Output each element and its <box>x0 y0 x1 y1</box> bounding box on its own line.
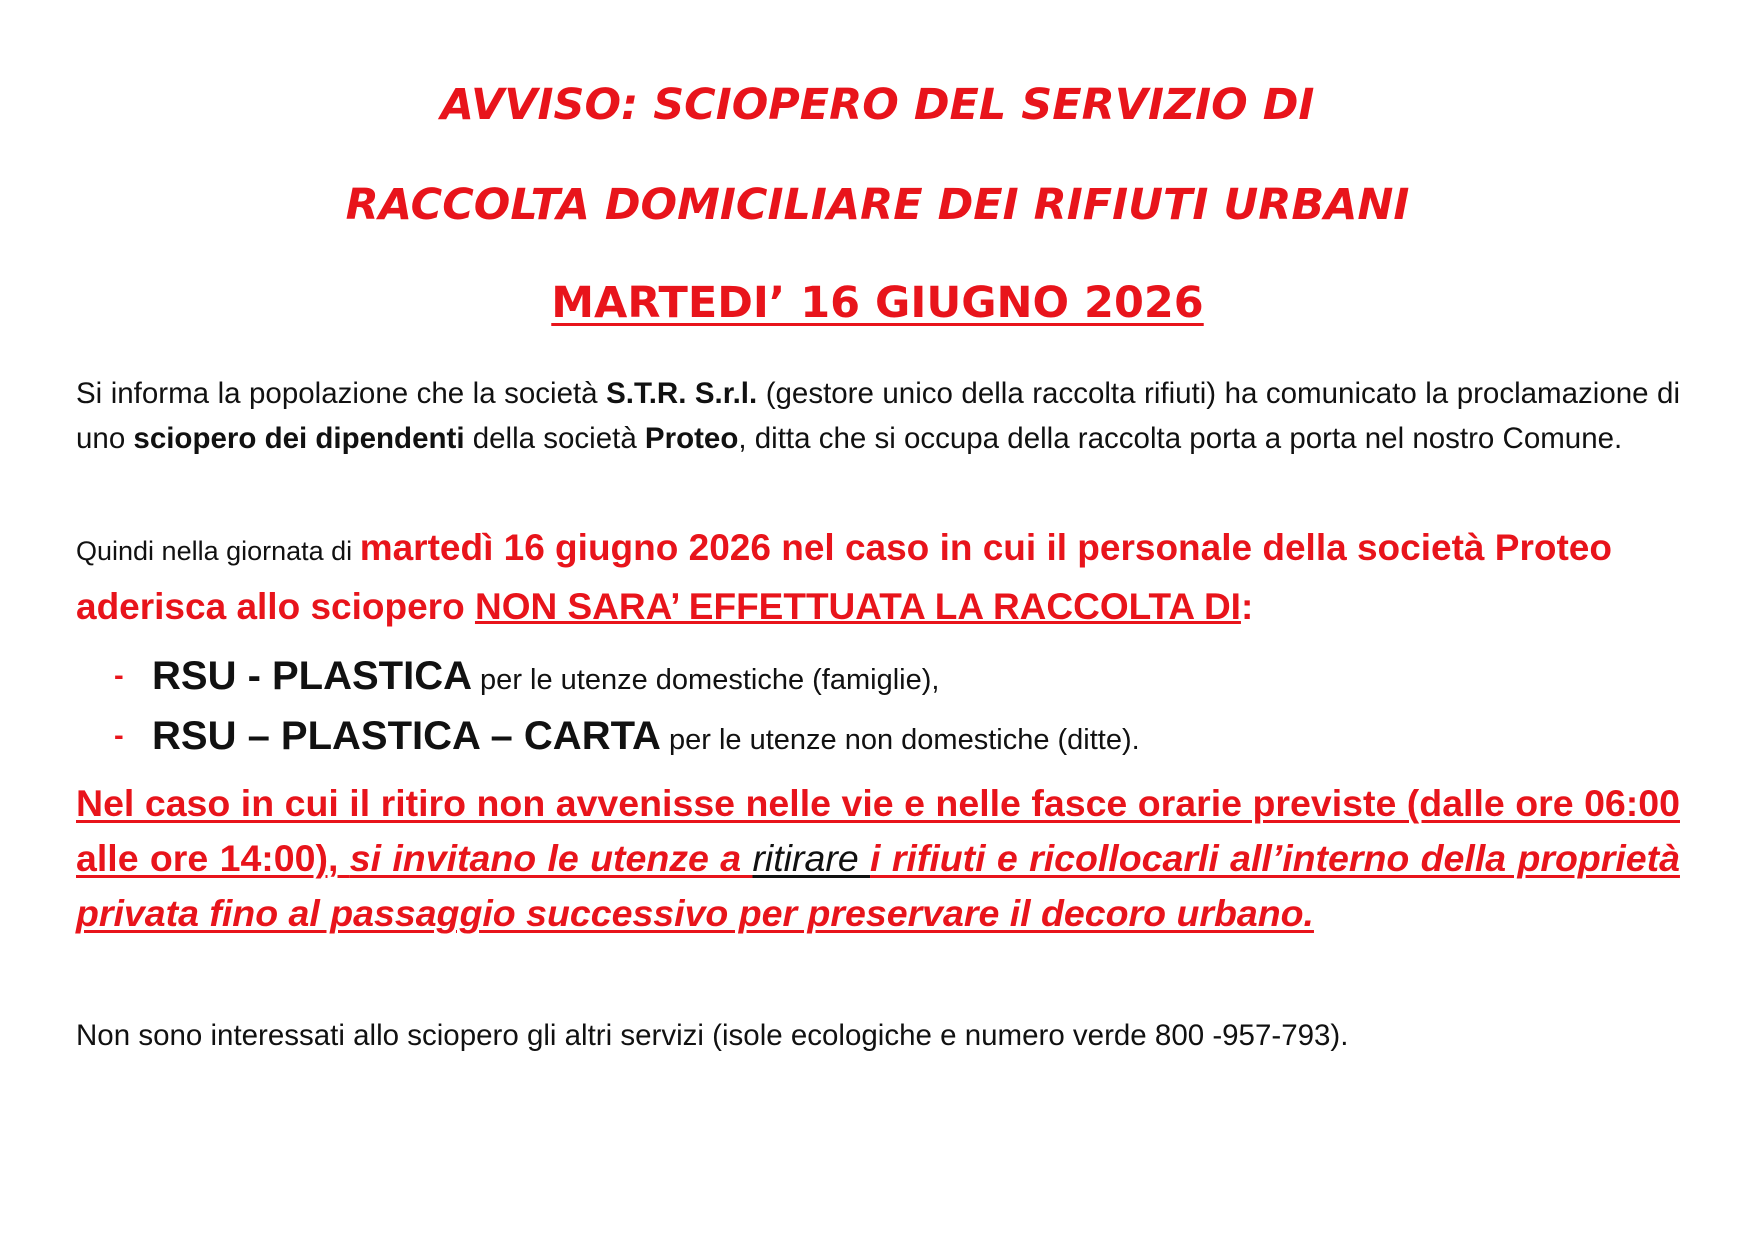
company-name: S.T.R. S.r.l. <box>606 377 758 410</box>
intro-text-2: (gestore unico della raccolta rifiuti) ha comunicato la proclamazione di uno <box>76 377 1680 455</box>
warning-text-3: i rifiuti e ricollocarli all’interno della proprietà privata fino al passaggio successivo per preservare il decoro urbano. <box>76 837 1680 934</box>
notice-colon: : <box>1240 586 1254 627</box>
list-item-rest: per le utenze domestiche (famiglie), <box>472 664 940 696</box>
strike-label: sciopero dei dipendenti <box>133 422 465 455</box>
list-item <box>76 708 1680 768</box>
warning-text-1: Nel caso in cui il ritiro non avvenisse nelle vie e nelle fasce orarie previste (dalle ore 06:00 alle ore 14:00), <box>76 782 1680 879</box>
list-item <box>76 648 1680 708</box>
intro-text-1: Si informa la popolazione che la società <box>76 377 607 410</box>
notice-highlight: martedì 16 giugno 2026 nel caso in cui il personale della società Proteo aderisca allo sciopero <box>76 527 1612 627</box>
notice-no-collection: NON SARA’ EFFETTUATA LA RACCOLTA DI <box>474 586 1241 627</box>
intro-paragraph <box>76 371 1680 461</box>
list-item-rest: per le utenze non domestiche (ditte). <box>660 724 1140 756</box>
warning-ritirare: ritirare <box>752 837 871 879</box>
intro-text-4: , ditta che si occupa della raccolta porta a porta nel nostro Comune. <box>738 422 1623 455</box>
notice-paragraph <box>76 520 1680 638</box>
warning-text-2: si invitano le utenze a <box>349 837 753 879</box>
title-date: MARTEDI’ 16 GIUGNO 2026 <box>551 278 1204 328</box>
title-line-1: AVVISO: SCIOPERO DEL SERVIZIO DI <box>440 80 1315 130</box>
list-dash: - <box>114 660 124 692</box>
intro-text-3: della società <box>464 422 645 455</box>
warning-paragraph <box>76 776 1680 941</box>
notice-text-1: Quindi nella giornata di <box>76 536 360 566</box>
list-item-bold: RSU – PLASTICA – CARTA <box>152 714 661 758</box>
list-dash: - <box>114 720 124 752</box>
proteo-name: Proteo <box>644 422 739 455</box>
list-item-bold: RSU - PLASTICA <box>152 654 472 698</box>
footer-note: Non sono interessati allo sciopero gli altri servizi (isole ecologiche e numero verde 800 -957-793). <box>76 1019 1349 1052</box>
waste-list <box>76 648 1680 768</box>
title-line-2: RACCOLTA DOMICILIARE DEI RIFIUTI URBANI <box>345 180 1410 230</box>
